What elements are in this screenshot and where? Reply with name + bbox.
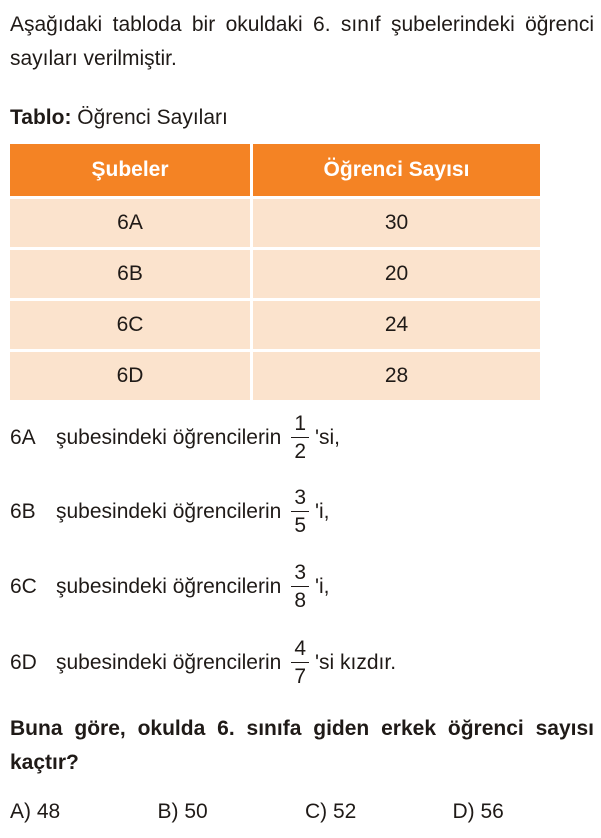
intro-text: Aşağıdaki tabloda bir okuldaki 6. sınıf şubelerindeki öğrenci sayıları verilmiştir. <box>10 13 594 70</box>
statement-suffix: 'si, <box>315 426 341 449</box>
statement-6b <box>10 482 330 542</box>
table-caption <box>10 103 228 133</box>
header-branches: Şubeler <box>10 144 253 196</box>
fraction <box>291 487 309 537</box>
statement-class: 6D <box>10 651 37 674</box>
statement-suffix: 'i, <box>315 500 330 523</box>
statement-suffix: 'si kızdır. <box>315 651 397 674</box>
option-a[interactable]: A) 48 <box>10 800 61 823</box>
fraction <box>291 638 309 688</box>
caption-label: Tablo: <box>10 106 72 129</box>
option-b[interactable]: B) 50 <box>157 800 208 823</box>
fraction <box>291 562 309 612</box>
fraction-numerator: 3 <box>291 487 309 512</box>
statement-text: şubesindeki öğrencilerin <box>56 575 282 598</box>
fraction-denominator: 8 <box>294 589 306 612</box>
branch-cell: 6A <box>10 196 253 247</box>
statement-class: 6B <box>10 500 36 523</box>
table-row <box>10 349 540 400</box>
fraction <box>291 413 309 463</box>
answer-options <box>10 800 600 824</box>
statement-6c <box>10 557 330 617</box>
student-count-table <box>10 144 540 400</box>
branch-cell: 6B <box>10 247 253 298</box>
statement-suffix: 'i, <box>315 575 330 598</box>
count-cell: 30 <box>253 196 540 247</box>
fraction-numerator: 4 <box>291 638 309 663</box>
count-cell: 24 <box>253 298 540 349</box>
fraction-numerator: 1 <box>291 413 309 438</box>
fraction-numerator: 3 <box>291 562 309 587</box>
table-row <box>10 298 540 349</box>
table-row <box>10 247 540 298</box>
branch-cell: 6D <box>10 349 253 400</box>
table-row <box>10 196 540 247</box>
option-d[interactable]: D) 56 <box>452 800 504 823</box>
statement-6a <box>10 408 340 468</box>
statement-6d <box>10 633 396 693</box>
header-student-count: Öğrenci Sayısı <box>253 144 540 196</box>
statement-text: şubesindeki öğrencilerin <box>56 426 282 449</box>
option-c[interactable]: C) 52 <box>305 800 357 823</box>
statement-text: şubesindeki öğrencilerin <box>56 651 282 674</box>
statement-class: 6A <box>10 426 36 449</box>
fraction-denominator: 5 <box>294 514 306 537</box>
fraction-denominator: 2 <box>294 440 306 463</box>
branch-cell: 6C <box>10 298 253 349</box>
question-text: Buna göre, okulda 6. sınıfa giden erkek öğrenci sayısı kaçtır? <box>10 717 594 774</box>
count-cell: 28 <box>253 349 540 400</box>
fraction-denominator: 7 <box>294 665 306 688</box>
statement-class: 6C <box>10 575 37 598</box>
count-cell: 20 <box>253 247 540 298</box>
caption-text: Öğrenci Sayıları <box>71 106 228 129</box>
table-header-row <box>10 144 540 196</box>
statement-text: şubesindeki öğrencilerin <box>56 500 282 523</box>
